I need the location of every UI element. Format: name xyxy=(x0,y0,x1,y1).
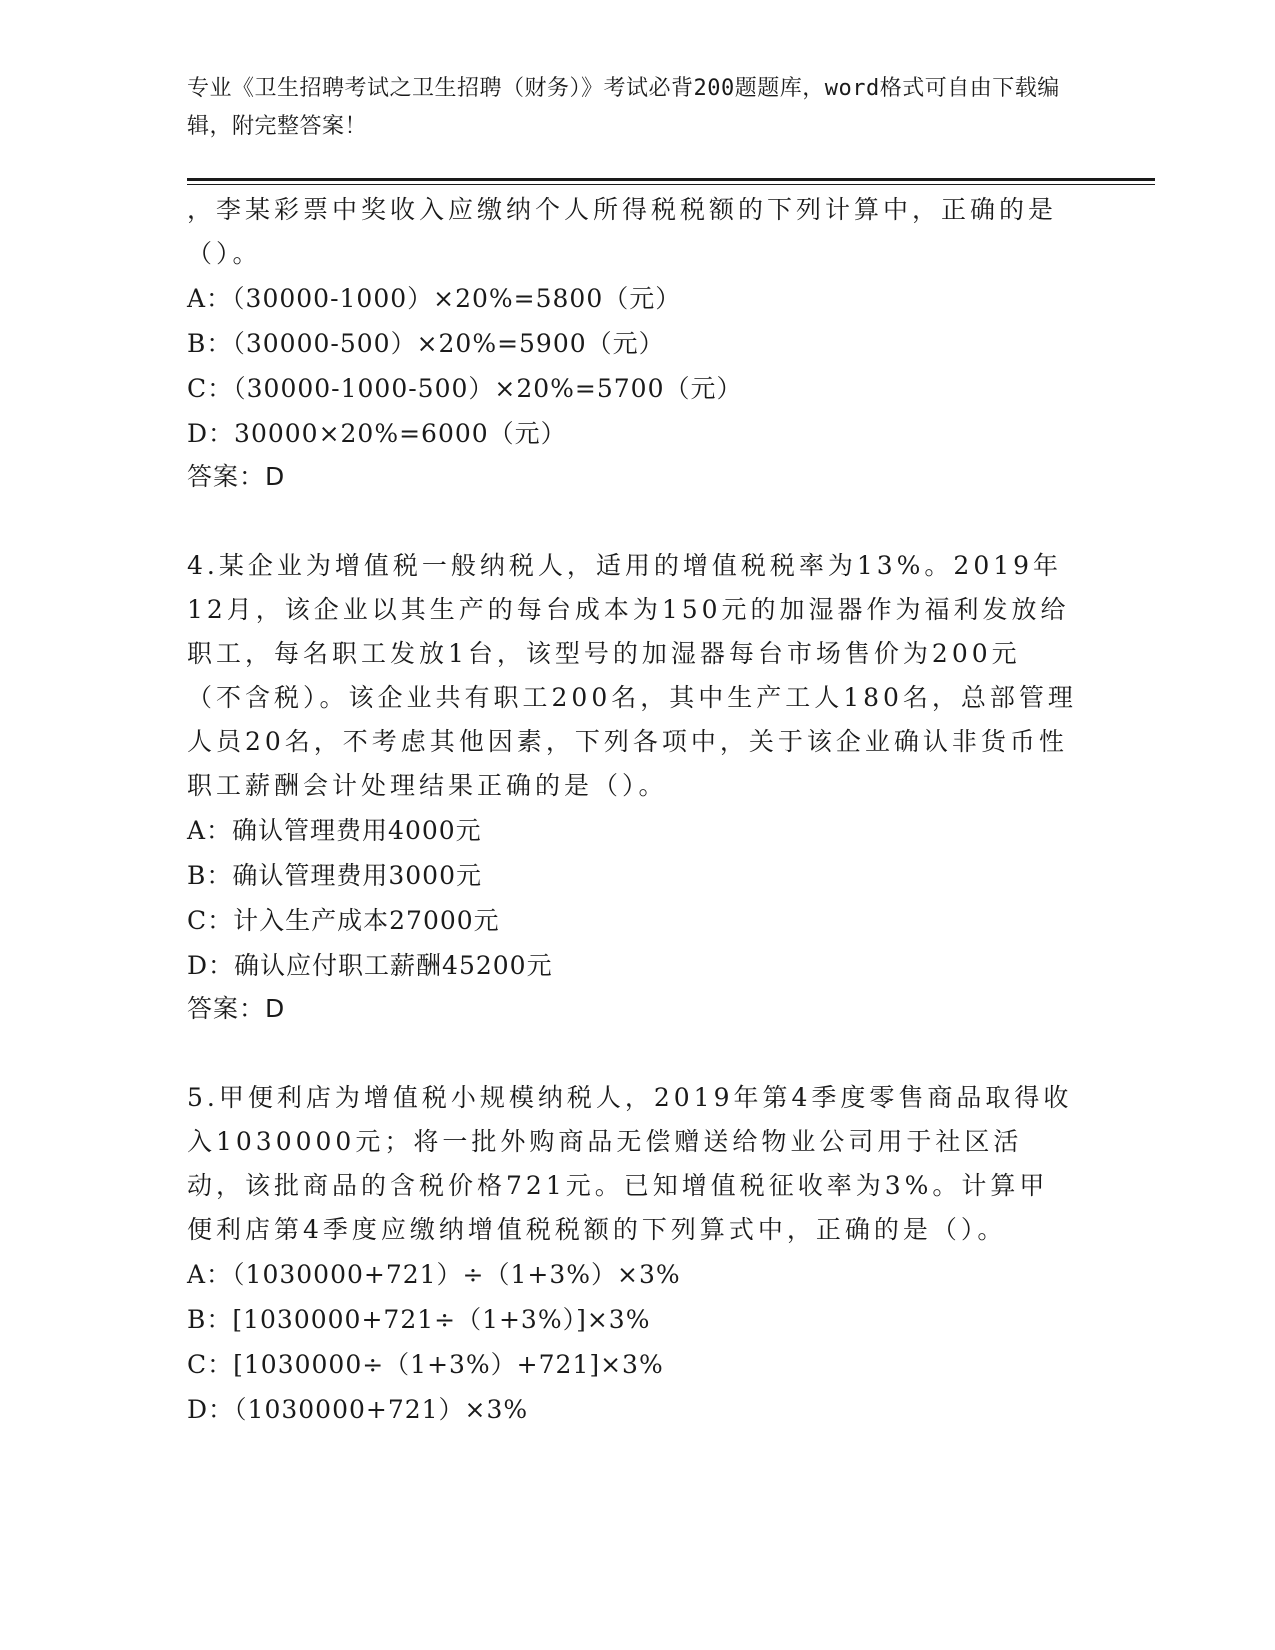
question-3 xyxy=(187,188,1077,498)
spacer xyxy=(187,1030,1077,1076)
option-c: C：计入生产成本27000元 xyxy=(187,906,500,935)
option-b: B：[1030000+721÷（1+3%）]×3% xyxy=(187,1305,651,1334)
option-d: D：（1030000+721）×3% xyxy=(187,1395,529,1424)
answer-line: 答案：D xyxy=(187,994,286,1023)
header-rule-thin xyxy=(187,184,1155,185)
question-4 xyxy=(187,544,1077,1030)
header-rule-thick xyxy=(187,178,1155,181)
option-c: C：[1030000÷（1+3%）+721]×3% xyxy=(187,1350,664,1379)
option-a: A：（1030000+721）÷（1+3%）×3% xyxy=(187,1260,681,1289)
option-b: B：（30000-500）×20%=5900（元） xyxy=(187,329,665,358)
question-stem: 5.甲便利店为增值税小规模纳税人，2019年第4季度零售商品取得收入1030000元；将一批外购商品无偿赠送给物业公司用于社区活动，该批商品的含税价格721元。已知增值税征收率为3%。计算甲便利店第4季度应缴纳增值税税额的下列算式中，正确的是（）。 xyxy=(187,1083,1073,1244)
option-a: A：确认管理费用4000元 xyxy=(187,816,482,845)
question-list xyxy=(187,188,1077,1432)
answer-line: 答案：D xyxy=(187,462,286,491)
option-a: A：（30000-1000）×20%=5800（元） xyxy=(187,284,682,313)
question-stem: ，李某彩票中奖收入应缴纳个人所得税税额的下列计算中，正确的是（）。 xyxy=(187,195,1058,268)
option-c: C：（30000-1000-500）×20%=5700（元） xyxy=(187,374,743,403)
option-d: D：30000×20%=6000（元） xyxy=(187,419,567,448)
page-header: 专业《卫生招聘考试之卫生招聘（财务）》考试必背200题题库，word格式可自由下载编辑，附完整答案！ xyxy=(187,76,1060,139)
option-b: B：确认管理费用3000元 xyxy=(187,861,482,890)
question-5 xyxy=(187,1076,1077,1432)
question-stem: 4.某企业为增值税一般纳税人，适用的增值税税率为13%。2019年12月，该企业以其生产的每台成本为150元的加湿器作为福利发放给职工，每名职工发放1台，该型号的加湿器每台市场售价为200元（不含税）。该企业共有职工200名，其中生产工人180名，总部管理人员20名，不考虑其他因素，下列各项中，关于该企业确认非货币性职工薪酬会计处理结果正确的是（）。 xyxy=(187,551,1077,800)
spacer xyxy=(187,498,1077,544)
option-d: D：确认应付职工薪酬45200元 xyxy=(187,951,553,980)
